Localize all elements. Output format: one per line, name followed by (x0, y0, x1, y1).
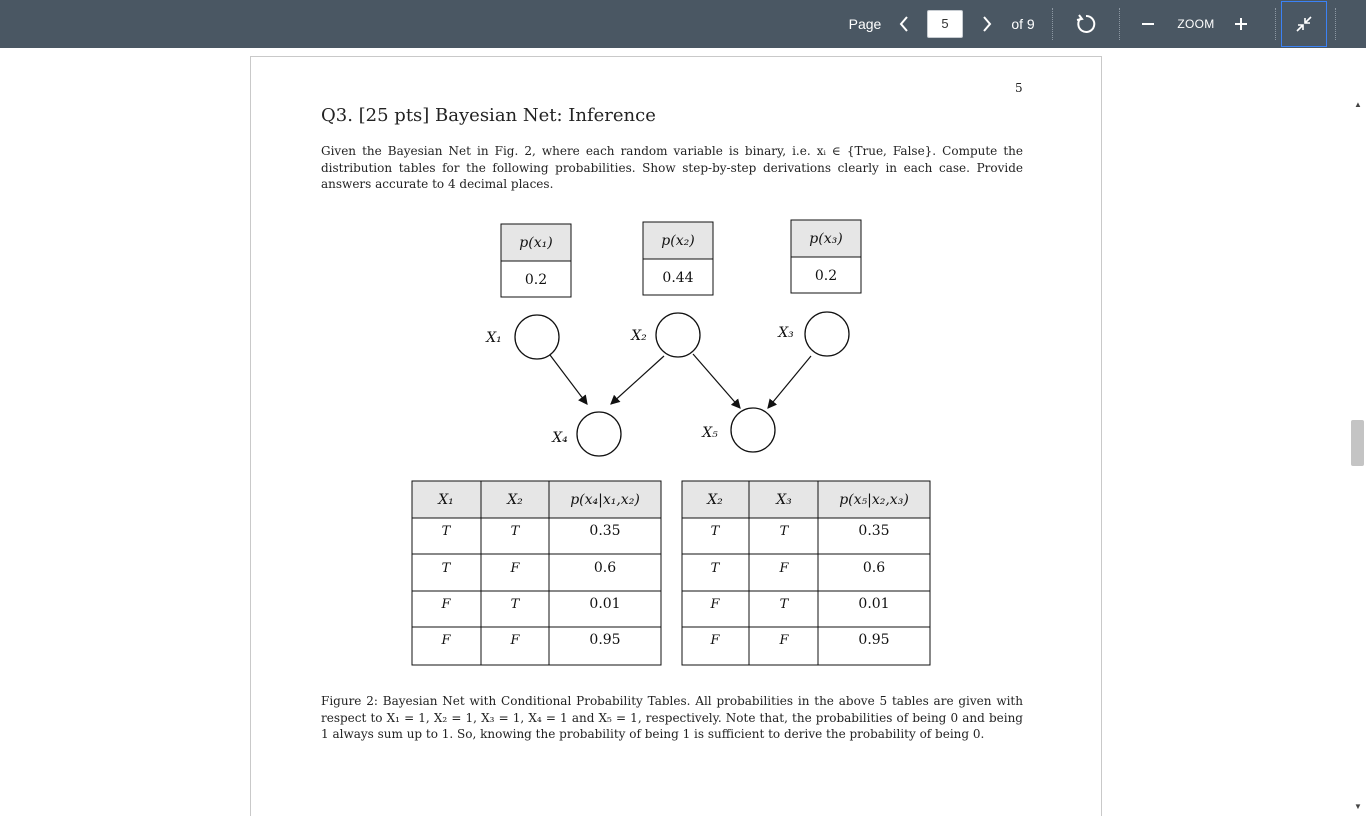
node-x3 (777, 312, 849, 356)
rotate-button[interactable] (1070, 0, 1102, 48)
prior-table-header: p(x₁) (519, 235, 553, 251)
prior-table-x1 (501, 224, 571, 297)
figure-caption: Figure 2: Bayesian Net with Conditional Probability Tables. All probabilities in the above 5 tables are given with respect to X₁ = 1, X₂ = 1, X₃ = 1, X₄ = 1 and X₅ = 1, respectively. Note that, the probabilities of being 0 and being 1 always sum up to 1. So, knowing the probability of being 1 is sufficient to derive the probability of being 0. (321, 694, 1023, 741)
minus-icon (1140, 16, 1156, 32)
cpt-cell: 0.6 (862, 560, 886, 576)
prior-table-value: 0.2 (524, 272, 548, 288)
node-label: X₄ (552, 430, 568, 446)
cpt-cell: F (441, 597, 451, 612)
chevron-left-icon (898, 15, 910, 33)
prior-table-value: 0.44 (662, 270, 694, 286)
toolbar-separator (1119, 8, 1120, 40)
node-x2 (630, 313, 700, 357)
node-label: X₅ (702, 425, 718, 441)
node-label: X₁ (486, 330, 502, 346)
cpt-cell: T (441, 524, 451, 539)
pdf-page (250, 56, 1102, 816)
prior-table-header: p(x₂) (661, 233, 695, 249)
scrollbar-thumb[interactable] (1351, 420, 1364, 466)
cpt-table-x5 (682, 481, 930, 665)
node-x1 (485, 315, 559, 359)
cpt-cell: T (710, 524, 720, 539)
cpt-cell: T (510, 524, 520, 539)
cpt-header: X₂ (507, 492, 523, 508)
prior-table-x3 (791, 220, 861, 293)
page-count-label: of 9 (1011, 16, 1035, 32)
cpt-cell: T (710, 561, 720, 576)
cpt-cell: F (779, 561, 789, 576)
cpt-header: X₂ (707, 492, 723, 508)
cpt-header: p(x₅|x₂,x₃) (839, 492, 909, 508)
toolbar-separator (1335, 8, 1336, 40)
page-number-input[interactable]: 5 (927, 10, 963, 38)
previous-page-button[interactable] (893, 0, 915, 48)
zoom-out-button[interactable] (1135, 0, 1161, 48)
cpt-header: X₁ (438, 492, 454, 508)
node-label: X₂ (631, 328, 647, 344)
rotate-icon (1075, 13, 1097, 35)
plus-icon (1233, 16, 1249, 32)
collapse-icon (1294, 14, 1314, 34)
node-x5 (701, 408, 775, 452)
cpt-cell: T (779, 597, 789, 612)
cpt-cell: F (710, 597, 720, 612)
zoom-in-button[interactable] (1228, 0, 1254, 48)
cpt-cell: 0.01 (589, 596, 621, 612)
prior-table-x2 (643, 222, 713, 295)
cpt-cell: F (710, 633, 720, 648)
cpt-cell: T (779, 524, 789, 539)
node-label: X₃ (778, 325, 794, 341)
cpt-header: p(x₄|x₁,x₂) (570, 492, 640, 508)
toolbar-separator (1052, 8, 1053, 40)
cpt-cell: 0.01 (858, 596, 890, 612)
question-intro: Given the Bayesian Net in Fig. 2, where each random variable is binary, i.e. xᵢ ∈ {True, False}. Compute the distribution tables for the following probabilities. Show step-by-step derivations clearly in each case. Provide answers accurate to 4 decimal places. (321, 144, 1023, 191)
scroll-up-arrow[interactable]: ▲ (1354, 100, 1362, 109)
cpt-cell: F (441, 633, 451, 648)
node-x4 (551, 412, 621, 456)
cpt-cell: T (441, 561, 451, 576)
cpt-cell: F (779, 633, 789, 648)
fit-page-button[interactable] (1281, 1, 1327, 47)
page-number: 5 (1015, 81, 1023, 95)
toolbar-separator (1275, 8, 1276, 40)
scroll-down-arrow[interactable]: ▼ (1354, 802, 1362, 811)
cpt-cell: 0.95 (589, 632, 621, 648)
cpt-cell: F (510, 561, 520, 576)
cpt-cell: 0.35 (858, 523, 890, 539)
zoom-label: ZOOM (1177, 17, 1215, 31)
question-title: Q3. [25 pts] Bayesian Net: Inference (321, 105, 656, 126)
cpt-cell: 0.95 (858, 632, 890, 648)
document-viewer[interactable] (0, 48, 1366, 811)
cpt-cell: 0.6 (593, 560, 617, 576)
bayesian-net-figure (251, 57, 1103, 687)
cpt-cell: 0.35 (589, 523, 621, 539)
cpt-cell: F (510, 633, 520, 648)
cpt-cell: T (510, 597, 520, 612)
page-label: Page (848, 16, 882, 32)
prior-table-value: 0.2 (814, 268, 838, 284)
cpt-header: X₃ (776, 492, 792, 508)
network-edges (550, 354, 811, 408)
cpt-table-x4 (412, 481, 661, 665)
prior-table-header: p(x₃) (809, 231, 843, 247)
chevron-right-icon (981, 15, 993, 33)
viewer-toolbar (0, 0, 1366, 48)
next-page-button[interactable] (976, 0, 998, 48)
